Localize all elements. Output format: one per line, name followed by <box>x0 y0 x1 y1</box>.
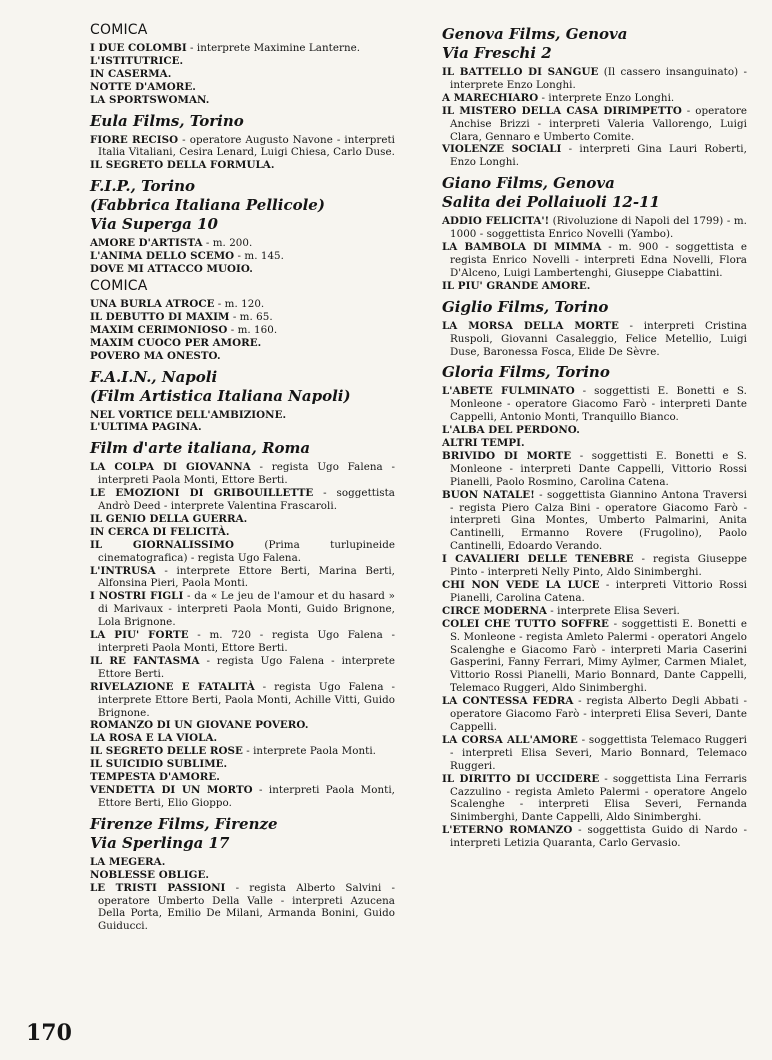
film-entry <box>90 250 395 263</box>
film-entry <box>442 824 747 850</box>
film-title: NEL VORTICE DELL'AMBIZIONE. <box>90 408 287 421</box>
film-credits: - m. 160. <box>227 323 278 336</box>
film-entry <box>90 655 395 681</box>
section-heading <box>442 25 747 63</box>
film-entry <box>442 773 747 825</box>
film-entry <box>90 590 395 629</box>
film-title: BRIVIDO DI MORTE <box>442 449 572 462</box>
film-entry <box>90 526 395 539</box>
heading-line: (Film Artistica Italiana Napoli) <box>90 386 351 405</box>
film-entry <box>90 55 395 68</box>
film-title: LA CORSA ALL'AMORE <box>442 733 578 746</box>
film-title: TEMPESTA D'AMORE. <box>90 771 220 784</box>
film-entry <box>442 143 747 169</box>
film-entry <box>90 68 395 81</box>
film-entry <box>90 94 395 107</box>
film-title: FIORE RECISO <box>90 133 179 146</box>
film-title: IL MISTERO DELLA CASA DIRIMPETTO <box>442 104 682 117</box>
studio-section <box>90 368 395 435</box>
heading-line: Via Freschi 2 <box>442 44 552 62</box>
film-credits: - interprete Elisa Severi. <box>546 604 680 617</box>
studio-section <box>90 815 395 933</box>
section-heading <box>90 22 395 39</box>
film-title: LA CONTESSA FEDRA <box>442 695 574 708</box>
section-heading <box>90 368 395 406</box>
film-title: LA PIU' FORTE <box>90 629 189 642</box>
film-credits: (Rivoluzione di Napoli del 1799) - m. 1000 - soggettista Enrico Novelli (Yambo). <box>450 215 747 241</box>
film-entry <box>442 450 747 489</box>
film-entry <box>90 263 395 276</box>
film-title: IL GIORNALISSIMO <box>90 538 234 551</box>
studio-section <box>442 363 747 850</box>
section-heading <box>442 174 747 212</box>
film-entry <box>442 215 747 241</box>
heading-line: (Fabbrica Italiana Pellicole) <box>90 196 325 215</box>
film-credits: - soggettista Andrò Deed - interprete Valentina Frascaroli. <box>98 487 395 513</box>
studio-section <box>90 112 395 173</box>
film-title: IL SUICIDIO SUBLIME. <box>90 758 228 771</box>
film-entry <box>90 565 395 591</box>
film-entry <box>90 350 395 363</box>
film-title: IN CERCA DI FELICITÀ. <box>90 525 230 538</box>
film-title: L'ISTITUTRICE. <box>90 54 184 67</box>
film-entry <box>90 81 395 94</box>
film-title: L'ANIMA DELLO SCEMO <box>90 250 235 263</box>
heading-line: Via Superga 10 <box>90 215 218 234</box>
heading-line: F.I.P., Torino <box>90 177 196 196</box>
film-title: COLEI CHE TUTTO SOFFRE <box>442 617 609 630</box>
film-title: IL GENIO DELLA GUERRA. <box>90 512 248 525</box>
heading-line: Genova Films, Genova <box>442 25 628 43</box>
film-entry <box>442 553 747 579</box>
film-credits: - interpreti Cristina Ruspoli, Giovanni Casaleggio, Felice Metellio, Luigi Duse, Baronessa Fosca, Elide De Sèvre. <box>450 319 747 358</box>
film-credits: - m. 720 - regista Ugo Falena - interpreti Paola Monti, Ettore Berti. <box>98 629 395 654</box>
film-title: L'ABETE FULMINATO <box>442 385 575 398</box>
film-entry <box>442 385 747 424</box>
section-heading <box>90 815 395 853</box>
film-title: CHI NON VEDE LA LUCE <box>442 579 600 591</box>
film-entry <box>90 732 395 745</box>
film-title: L'ETERNO ROMANZO <box>442 824 573 837</box>
film-entry <box>442 695 747 734</box>
heading-line: COMICA <box>90 277 148 294</box>
heading-line: Firenze Films, Firenze <box>90 814 278 833</box>
film-entry <box>90 337 395 350</box>
film-title: L'ULTIMA PAGINA. <box>90 421 202 434</box>
film-credits: - interpreti Paola Monti, Ettore Berti, Elio Gioppo. <box>98 783 395 809</box>
film-title: IL BATTELLO DI SANGUE <box>442 66 599 78</box>
film-title: LA MORSA DELLA MORTE <box>442 319 619 332</box>
film-entry <box>442 280 747 293</box>
film-title: IL DEBUTTO DI MAXIM <box>90 310 230 323</box>
film-credits: - m. 900 - soggettista e regista Enrico Novelli - interpreti Edna Novelli, Flora D'Alceno, Luigi Lambertenghi, Giuseppe Ciabattini. <box>450 241 747 279</box>
film-entry <box>442 320 747 359</box>
film-credits: - interprete Ettore Berti, Marina Berti, Alfonsina Pieri, Paola Monti. <box>98 564 395 590</box>
studio-section <box>442 174 747 292</box>
film-entry <box>90 298 395 311</box>
film-title: MAXIM CERIMONIOSO <box>90 323 228 336</box>
film-title: L'ALBA DEL PERDONO. <box>442 424 580 437</box>
film-title: LE TRISTI PASSIONI <box>90 881 226 894</box>
film-credits: - m. 120. <box>214 297 265 310</box>
film-entry <box>90 539 395 565</box>
film-entry <box>90 513 395 526</box>
section-heading <box>90 177 395 234</box>
film-credits: (Prima turlupineide cinematografica) - regista Ugo Falena. <box>98 538 395 564</box>
film-entry <box>90 461 395 487</box>
section-heading <box>442 363 747 382</box>
film-credits: - soggettista Lina Ferraris Cazzulino - regista Amleto Palermi - operatore Angelo Scalenghe - interpreti Elisa Severi, Fernanda Sinimberghi, Dante Cappelli, Aldo Sinimberghi. <box>450 772 747 824</box>
heading-line: COMICA <box>90 22 148 38</box>
film-credits: - regista Ugo Falena - interpreti Paola Monti, Ettore Berti. <box>98 461 395 487</box>
film-credits: - operatore Anchise Brizzi - interpreti Valeria Vallorengo, Luigi Clara, Gennaro e Umberto Comite. <box>450 104 747 143</box>
film-credits: - interpreti Gina Lauri Roberti, Enzo Longhi. <box>450 143 747 169</box>
film-title: IN CASERMA. <box>90 67 172 80</box>
film-credits: - soggettisti E. Bonetti e S. Monleone - operatore Giacomo Farò - interpreti Dante Cappelli, Antonio Monti, Tranquillo Bianco. <box>450 385 747 424</box>
film-credits: - interprete Paola Monti. <box>242 745 377 758</box>
film-entry <box>442 489 747 554</box>
film-title: IL PIU' GRANDE AMORE. <box>442 279 591 292</box>
film-entry <box>90 42 395 55</box>
film-title: LA ROSA E LA VIOLA. <box>90 732 218 745</box>
film-entry <box>90 681 395 720</box>
film-credits: - soggettisti E. Bonetti e S. Monleone - regista Amleto Palermi - operatori Angelo Scalenghe e Giacomo Farò - interpreti Maria Caserini Gasperini, Fanny Ferrari, Mimy Aylmer, Carmen Mialet, Vittorio Rossi Pianelli, Mario Bonnard, Dante Cappelli, Telemaco Ruggeri, Aldo Sinimberghi. <box>450 617 748 695</box>
film-title: ADDIO FELICITA'! <box>442 215 550 228</box>
film-credits: (Il cassero insanguinato) - interprete Enzo Longhi. <box>450 66 747 91</box>
film-entry <box>90 719 395 732</box>
film-credits: - m. 200. <box>202 237 253 250</box>
film-entry <box>90 311 395 324</box>
film-entry <box>90 421 395 434</box>
heading-line: Via Sperlinga 17 <box>90 833 230 852</box>
film-entry <box>90 487 395 513</box>
film-credits: - regista Giuseppe Pinto - interpreti Nelly Pinto, Aldo Sinimberghi. <box>450 553 747 579</box>
film-title: I DUE COLOMBI <box>90 42 187 54</box>
film-credits: - regista Ugo Falena - interprete Ettore Berti, Paola Monti, Achille Vitti, Guido Brignone. <box>98 680 395 719</box>
film-title: ROMANZO DI UN GIOVANE POVERO. <box>90 719 309 732</box>
film-credits: - da « Le jeu de l'amour et du hasard » di Marivaux - interpreti Paola Monti, Guido Brignone, Lola Brignone. <box>98 590 395 629</box>
film-credits: - operatore Augusto Navone - interpreti Italia Vitaliani, Cesira Lenard, Luigi Chiesa, Carlo Duse. <box>98 133 395 159</box>
film-entry <box>90 159 395 172</box>
film-title: IL SEGRETO DELLA FORMULA. <box>90 159 275 172</box>
film-entry <box>442 605 747 618</box>
film-entry <box>442 424 747 437</box>
film-entry <box>90 856 395 869</box>
section-heading <box>90 439 395 458</box>
film-title: AMORE D'ARTISTA <box>90 237 203 250</box>
left-column <box>90 20 395 933</box>
film-credits: - soggettista Telemaco Ruggeri - interpreti Elisa Severi, Mario Bonnard, Telemaco Ruggeri. <box>450 733 747 772</box>
film-credits: - m. 65. <box>229 310 273 323</box>
film-entry <box>442 92 747 105</box>
film-title: POVERO MA ONESTO. <box>90 349 221 362</box>
film-entry <box>442 618 747 695</box>
film-title: BUON NATALE! <box>442 488 535 501</box>
right-column <box>442 20 747 850</box>
film-entry <box>90 409 395 422</box>
film-title: DOVE MI ATTACCO MUOIO. <box>90 263 253 276</box>
studio-section <box>90 22 395 107</box>
film-title: LA SPORTSWOMAN. <box>90 93 210 106</box>
heading-line: Giano Films, Genova <box>442 174 615 193</box>
film-entry <box>90 629 395 655</box>
film-credits: - regista Alberto Degli Abbati - operatore Giacomo Farò - interpreti Elisa Severi, Dante Cappelli. <box>450 695 747 733</box>
film-title: IL SEGRETO DELLE ROSE <box>90 745 243 758</box>
film-entry <box>90 745 395 758</box>
film-entry <box>90 771 395 784</box>
film-credits: - regista Ugo Falena - interprete Ettore Berti. <box>98 654 395 680</box>
section-heading <box>90 112 395 131</box>
film-title: VENDETTA DI UN MORTO <box>90 783 253 796</box>
film-credits: - m. 145. <box>234 250 284 263</box>
film-title: CIRCE MODERNA <box>442 604 547 617</box>
film-title: I CAVALIERI DELLE TENEBRE <box>442 553 634 566</box>
section-heading <box>90 278 395 295</box>
studio-section <box>90 177 395 276</box>
film-title: LA BAMBOLA DI MIMMA <box>442 241 602 254</box>
heading-line: Eula Films, Torino <box>90 111 244 130</box>
film-title: NOTTE D'AMORE. <box>90 80 196 93</box>
heading-line: Gloria Films, Torino <box>442 363 610 382</box>
film-entry <box>442 579 747 605</box>
film-credits: - interpreti Vittorio Rossi Pianelli, Carolina Catena. <box>450 579 748 604</box>
film-credits: - soggettista Giannino Antona Traversi - regista Piero Calza Bini - operatore Giacomo Farò - interpreti Gina Montes, Umberto Palmarini, Anita Cantinelli, Ermanno Rovere (Frugolino), Paolo Cantinelli, Edoardo Verando. <box>450 488 747 553</box>
film-entry <box>90 784 395 810</box>
heading-line: Film d'arte italiana, Roma <box>90 439 311 458</box>
film-title: VIOLENZE SOCIALI <box>442 143 562 156</box>
film-title: IL DIRITTO DI UCCIDERE <box>442 772 600 785</box>
film-title: UNA BURLA ATROCE <box>90 297 215 310</box>
film-credits: - soggettisti E. Bonetti e S. Monleone - interpreti Dante Cappelli, Vittorio Rossi Pianelli, Paolo Rosmino, Carolina Catena. <box>450 449 747 488</box>
heading-line: F.A.I.N., Napoli <box>90 367 218 386</box>
studio-section <box>90 278 395 363</box>
film-entry <box>90 324 395 337</box>
section-heading <box>442 298 747 317</box>
film-credits: - interprete Maximine Lanterne. <box>186 42 361 54</box>
film-title: LA COLPA DI GIOVANNA <box>90 461 251 474</box>
film-entry <box>442 241 747 280</box>
film-entry <box>90 869 395 882</box>
film-entry <box>90 758 395 771</box>
film-title: LE EMOZIONI DI GRIBOUILLETTE <box>90 487 314 500</box>
film-entry <box>442 105 747 144</box>
film-entry <box>90 134 395 160</box>
film-title: L'INTRUSA <box>90 564 156 577</box>
film-title: LA MEGERA. <box>90 855 166 868</box>
film-entry <box>442 66 747 92</box>
film-title: A MARECHIARO <box>442 91 539 104</box>
film-credits: - soggettista Guido di Nardo - interpreti Letizia Quaranta, Carlo Gervasio. <box>450 824 747 850</box>
heading-line: Salita dei Pollaiuoli 12-11 <box>442 193 660 212</box>
film-title: RIVELAZIONE E FATALITÀ <box>90 680 255 693</box>
page-number: 170 <box>26 1020 72 1046</box>
film-title: ALTRI TEMPI. <box>442 437 525 450</box>
studio-section <box>442 25 747 169</box>
film-entry <box>90 882 395 934</box>
film-entry <box>442 734 747 773</box>
film-entry <box>90 237 395 250</box>
film-credits: - regista Alberto Salvini - operatore Umberto Della Valle - interpreti Azucena Della Porta, Emilio De Milani, Armanda Bonini, Guido Guiducci. <box>98 881 395 933</box>
film-credits: - interprete Enzo Longhi. <box>538 91 675 104</box>
film-title: I NOSTRI FIGLI <box>90 590 184 603</box>
film-title: IL RE FANTASMA <box>90 654 200 667</box>
film-entry <box>442 437 747 450</box>
heading-line: Giglio Films, Torino <box>442 297 609 316</box>
studio-section <box>90 439 395 809</box>
studio-section <box>442 298 747 359</box>
film-title: MAXIM CUOCO PER AMORE. <box>90 336 262 349</box>
film-title: NOBLESSE OBLIGE. <box>90 868 210 881</box>
